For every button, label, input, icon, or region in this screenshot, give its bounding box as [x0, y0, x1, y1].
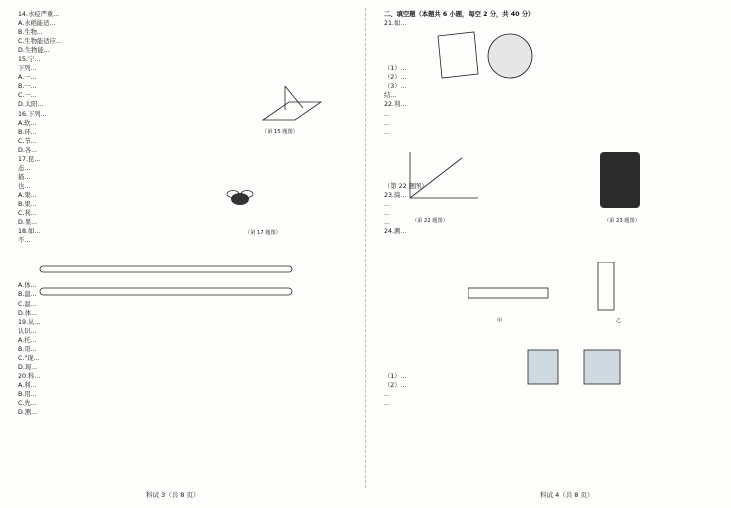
text-line: ...	[384, 210, 391, 218]
figure-22	[402, 148, 482, 206]
text-line: 17.昆...	[18, 155, 41, 163]
text-line: C.生物能适应...	[18, 38, 62, 46]
text-line: D.各...	[18, 146, 38, 154]
text-line: D.测...	[18, 409, 38, 417]
text-line: 15.宁...	[18, 56, 41, 64]
text-line: B.生物...	[18, 29, 43, 37]
text-line: C.利...	[18, 210, 37, 218]
figure-22-caption: （第 22 题图）	[412, 218, 448, 224]
text-line: 18.如...	[18, 228, 41, 236]
text-line: 不...	[18, 237, 31, 245]
text-line: A.体...	[18, 282, 37, 290]
text-line: ...	[384, 119, 391, 127]
text-line: 结...	[384, 92, 397, 100]
text-line: D.生物能...	[18, 47, 50, 55]
figure-23	[598, 150, 642, 210]
text-line: 20.科...	[18, 372, 41, 380]
text-line: 23.骑...	[384, 191, 407, 199]
text-line	[384, 236, 716, 245]
text-line: B.哥...	[18, 345, 37, 353]
text-line: C.一...	[18, 92, 37, 100]
footer-left: 科试 3（共 8 页）	[146, 491, 200, 499]
text-line: D.现...	[18, 363, 38, 371]
text-line: 二、填空题（本题共 6 小题，每空 2 分，共 40 分）	[384, 11, 535, 18]
text-line: 认识...	[18, 327, 37, 335]
text-line	[18, 245, 353, 254]
figure-21	[430, 26, 540, 84]
text-line: 24.测...	[384, 228, 407, 236]
text-line: A.利...	[18, 381, 37, 389]
text-line: ...	[384, 219, 391, 227]
text-line: 14.水痘严重...	[18, 11, 60, 18]
text-line: D.太阳...	[18, 101, 44, 109]
text-line: 下列...	[18, 65, 37, 73]
left-column	[18, 10, 353, 417]
text-line: B.一...	[18, 83, 37, 91]
text-line: A.一...	[18, 74, 37, 82]
text-line: C.先...	[18, 400, 37, 408]
text-line: （2）...	[384, 74, 407, 82]
text-line: B.果...	[18, 200, 37, 208]
text-line: A.托...	[18, 336, 37, 344]
figure-23-caption: （第 23 题图）	[604, 218, 640, 224]
text-line: 22.利...	[384, 101, 407, 109]
text-line: D.体...	[18, 309, 38, 317]
text-line: （3）...	[384, 83, 407, 91]
text-line: （第 22 题图）	[384, 182, 428, 190]
text-line: A.软...	[18, 119, 37, 127]
text-line: C.温...	[18, 300, 37, 308]
text-line: ...	[384, 390, 391, 398]
figure-15-caption: （第 15 题图）	[262, 129, 298, 135]
text-line: D.果...	[18, 219, 38, 227]
text-line	[384, 245, 716, 254]
text-line: 19.从...	[18, 318, 41, 326]
text-line: （1）...	[384, 65, 407, 73]
text-line: （2）...	[384, 381, 407, 389]
text-line: A.水稻能适...	[18, 20, 56, 28]
text-line: （1）...	[384, 372, 407, 380]
text-line: 也...	[18, 182, 31, 190]
text-line: 态...	[18, 164, 31, 172]
figure-24-label-b: 乙	[616, 318, 622, 324]
figure-17	[222, 184, 258, 214]
text-line	[384, 137, 716, 146]
text-line: 21.如...	[384, 20, 407, 28]
figure-15	[255, 80, 325, 132]
text-line: B.用...	[18, 390, 37, 398]
text-line: 描...	[18, 173, 31, 181]
figure-18	[36, 262, 296, 306]
footer-right: 科试 4（共 8 页）	[540, 491, 594, 499]
text-line: B.温...	[18, 291, 37, 299]
figure-24	[468, 262, 718, 392]
column-divider	[365, 8, 366, 488]
text-line: ...	[384, 200, 391, 208]
text-line: 16.下列...	[18, 110, 47, 118]
text-line: C.节...	[18, 137, 37, 145]
text-line: ...	[384, 128, 391, 136]
text-line: A.果...	[18, 191, 37, 199]
text-line: ...	[384, 110, 391, 118]
figure-17-caption: （第 17 题图）	[245, 230, 281, 236]
figure-24-label-a: 甲	[497, 318, 503, 324]
text-line: ...	[384, 400, 391, 408]
text-line: C."现...	[18, 354, 40, 362]
text-line: B.环...	[18, 128, 37, 136]
